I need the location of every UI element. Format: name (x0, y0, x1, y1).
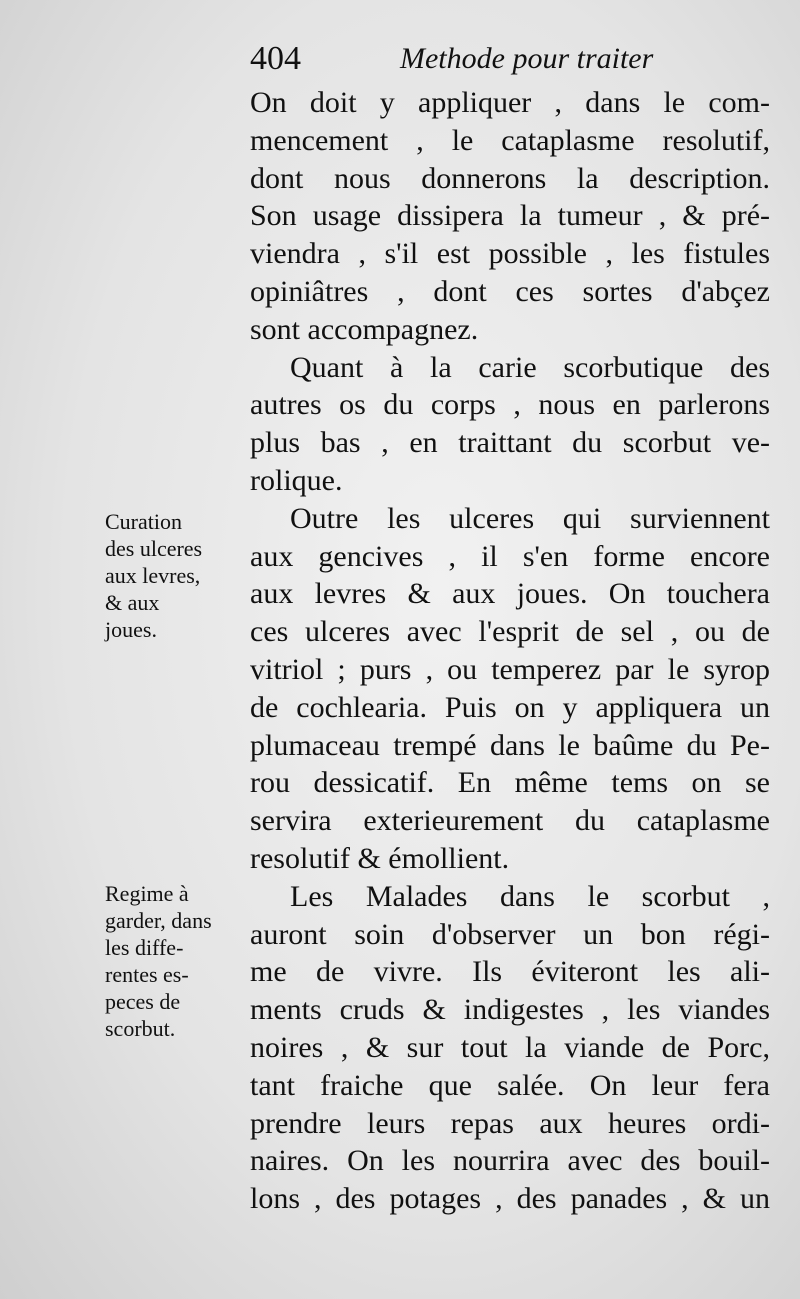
body-text (250, 84, 770, 1218)
text-line: sont accompagnez. (250, 312, 479, 346)
text-line: prendre leurs repas aux heures ordi- (250, 1106, 770, 1140)
margin-note-line: peces de (105, 989, 181, 1014)
margin-note-line: des ulceres (105, 536, 203, 561)
margin-note-line: les diffe- (105, 935, 184, 960)
text-line: ces ulceres avec l'esprit de sel , ou de (250, 615, 770, 649)
text-line: plumaceau trempé dans le baûme du Pe- (250, 728, 770, 762)
text-line: resolutif & émollient. (250, 841, 510, 875)
text-line: de cochlearia. Puis on y appliquera un (250, 690, 770, 724)
text-line: ments cruds & indigestes , les viandes (250, 993, 770, 1027)
text-line: tant fraiche que salée. On leur fera (250, 1068, 770, 1102)
margin-note-line: garder, dans (105, 908, 212, 933)
text-line: Outre les ulceres qui surviennent (290, 501, 770, 535)
text-line: rolique. (250, 463, 343, 497)
page-header (250, 40, 770, 90)
margin-note-line: & aux (105, 590, 160, 615)
text-line: Son usage dissipera la tumeur , & pré- (250, 199, 770, 233)
text-line: On doit y appliquer , dans le com- (250, 86, 770, 119)
text-line: servira exterieurement du cataplasme (250, 804, 770, 838)
margin-note-curation (105, 508, 245, 643)
running-head: Methode pour traiter (400, 42, 654, 75)
text-line: naires. On les nourrira avec des bouil- (250, 1144, 770, 1178)
text-line: aux levres & aux joues. On touchera (250, 577, 770, 611)
text-line: Quant à la carie scorbutique des (290, 350, 770, 384)
text-line: viendra , s'il est possible , les fistules (250, 237, 770, 271)
text-line: autres os du corps , nous en parlerons (250, 388, 770, 422)
bleed-through-shadow (100, 300, 240, 336)
text-line: rou dessicatif. En même tems on se (250, 766, 770, 800)
margin-note-line: scorbut. (105, 1016, 176, 1041)
margin-note-line: joues. (105, 617, 157, 642)
text-line: opiniâtres , dont ces sortes d'abçez (250, 274, 770, 308)
margin-note-line: rentes es- (105, 962, 189, 987)
text-line: lons , des potages , des panades , & un (250, 1182, 770, 1216)
text-line: vitriol ; purs , ou temperez par le syrop (250, 652, 770, 686)
text-line: aux gencives , il s'en forme encore (250, 539, 770, 573)
margin-note-line: aux levres, (105, 563, 201, 588)
margin-note-line: Curation (105, 509, 182, 534)
text-line: auront soin d'observer un bon régi- (250, 917, 770, 951)
text-line: plus bas , en traittant du scorbut ve- (250, 426, 770, 460)
margin-note-regime (105, 880, 245, 1042)
text-line: dont nous donnerons la description. (250, 161, 770, 195)
text-line: Les Malades dans le scorbut , (290, 879, 770, 913)
text-line: me de vivre. Ils éviteront les ali- (250, 955, 770, 989)
text-line: mencement , le cataplasme resolutif, (250, 123, 770, 157)
margin-note-line: Regime à (105, 881, 189, 906)
text-line: noires , & sur tout la viande de Porc, (250, 1030, 770, 1064)
page-number: 404 (250, 40, 301, 77)
